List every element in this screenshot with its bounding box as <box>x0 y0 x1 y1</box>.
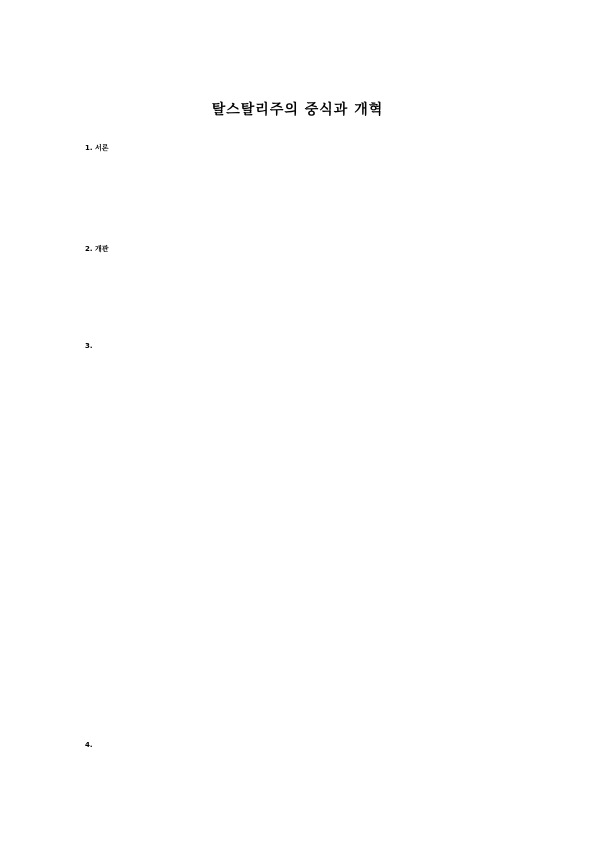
section-3-heading: 3. <box>85 342 93 350</box>
section-4-heading: 4. <box>85 741 93 749</box>
section-3-paragraph-3 <box>85 592 513 722</box>
section-1-heading: 1. 서론 <box>85 144 109 152</box>
section-3-paragraph-1 <box>85 352 513 471</box>
document-title: 탈스탈리주의 중식과 개혁 <box>211 102 384 118</box>
section-1-paragraph <box>85 156 513 224</box>
section-2-heading: 2. 개관 <box>85 245 109 253</box>
section-3-paragraph-2 <box>85 480 513 582</box>
